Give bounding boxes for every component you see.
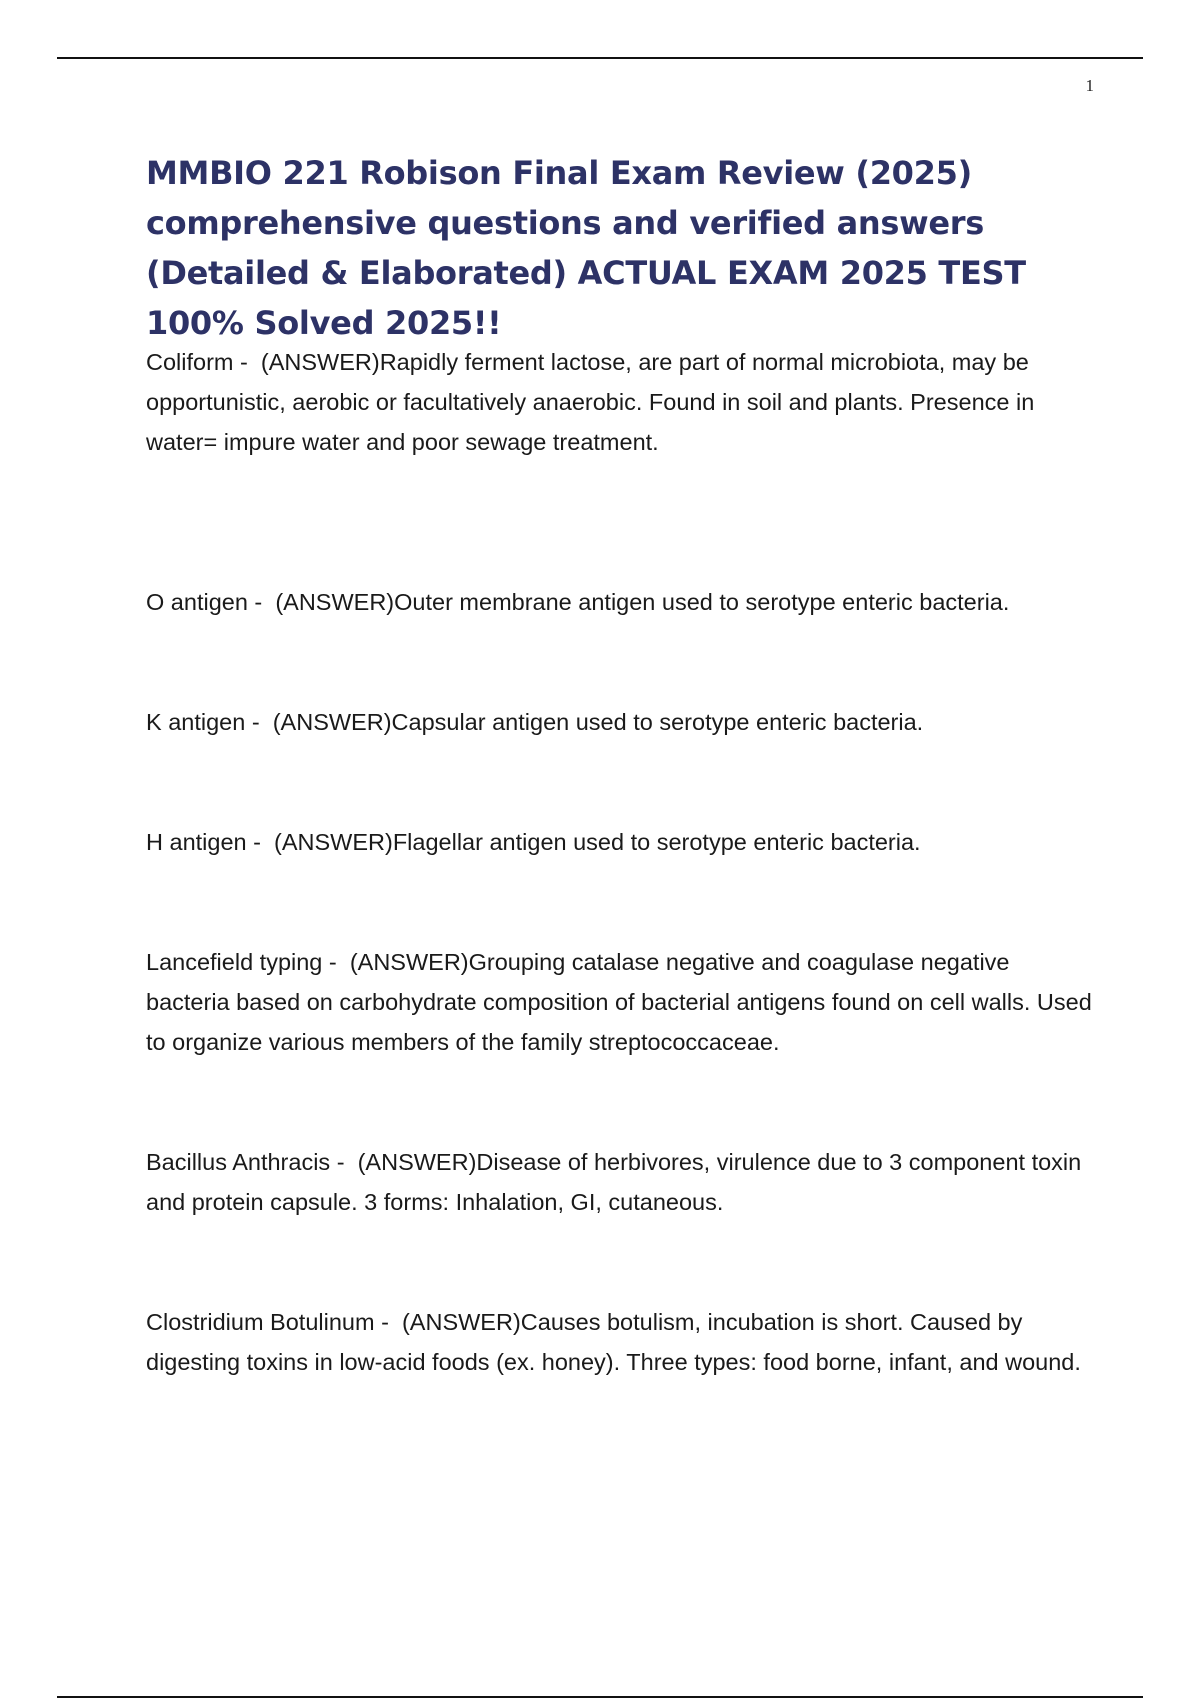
entry-answer: Causes botulism, incubation is short. Caused by digesting toxins in low-acid foods (ex. honey). Three types: food borne, infant, and wound. [146, 1309, 1081, 1375]
entry-separator: - [245, 709, 273, 735]
entry-spacer [146, 1062, 1096, 1142]
entry-separator: - [247, 589, 276, 615]
entry-answer: Capsular antigen used to serotype enteric bacteria. [391, 709, 924, 735]
entry-term: Coliform [146, 349, 234, 375]
answer-tag: (ANSWER) [275, 589, 395, 615]
answer-tag: (ANSWER) [349, 949, 469, 975]
entry-separator: - [246, 829, 275, 855]
entry-spacer [146, 742, 1096, 822]
page-number: 1 [1085, 76, 1094, 95]
entry-term: K antigen [146, 709, 246, 735]
entry-term: O antigen [146, 589, 248, 615]
answer-tag: (ANSWER) [260, 349, 380, 375]
entry-separator: - [322, 949, 350, 975]
footer-rule [57, 1696, 1143, 1698]
answer-tag: (ANSWER) [274, 829, 393, 855]
entry-term: H antigen [146, 829, 247, 855]
entry-answer: Rapidly ferment lactose, are part of normal microbiota, may be opportunistic, aerobic or facultatively anaerobic. Found in soil and plants. Presence in water= impure water and poor sewage treatment. [146, 349, 1035, 455]
entry-separator: - [233, 349, 261, 375]
answer-tag: (ANSWER) [401, 1309, 521, 1335]
answer-tag: (ANSWER) [272, 709, 392, 735]
entry-separator: - [330, 1149, 358, 1175]
entry-answer: Outer membrane antigen used to serotype enteric bacteria. [394, 589, 1010, 615]
header-rule [57, 57, 1143, 59]
entry-answer: Disease of herbivores, virulence due to 3 component toxin and protein capsule. 3 forms: Inhalation, GI, cutaneous. [146, 1149, 1082, 1215]
qa-entry-o-antigen [146, 582, 1096, 622]
entry-answer: Grouping catalase negative and coagulase negative bacteria based on carbohydrate composition of bacterial antigens found on cell walls. Used to organize various members of the family streptococcaceae. [146, 949, 1092, 1055]
entry-spacer [146, 1222, 1096, 1302]
entry-separator: - [374, 1309, 402, 1335]
answer-tag: (ANSWER) [357, 1149, 477, 1175]
entry-answer: Flagellar antigen used to serotype enteric bacteria. [392, 829, 921, 855]
qa-entry-h-antigen [146, 822, 1096, 862]
qa-entry-lancefield-typing [146, 942, 1096, 1062]
entry-spacer [146, 862, 1096, 942]
qa-list [146, 342, 1096, 1382]
entry-spacer [146, 622, 1096, 702]
qa-entry-clostridium-botulinum [146, 1302, 1096, 1382]
qa-entry-k-antigen [146, 702, 1096, 742]
entry-term: Bacillus Anthracis [146, 1149, 331, 1175]
entry-spacer [146, 462, 1096, 582]
qa-entry-bacillus-anthracis [146, 1142, 1096, 1222]
document-title: MMBIO 221 Robison Final Exam Review (2025) comprehensive questions and verified answers (Detailed & Elaborated) ACTUAL EXAM 2025 TEST 100% Solved 2025!! [146, 154, 1026, 342]
entry-term: Clostridium Botulinum [146, 1309, 375, 1335]
entry-term: Lancefield typing [146, 949, 323, 975]
qa-entry-coliform [146, 342, 1096, 462]
